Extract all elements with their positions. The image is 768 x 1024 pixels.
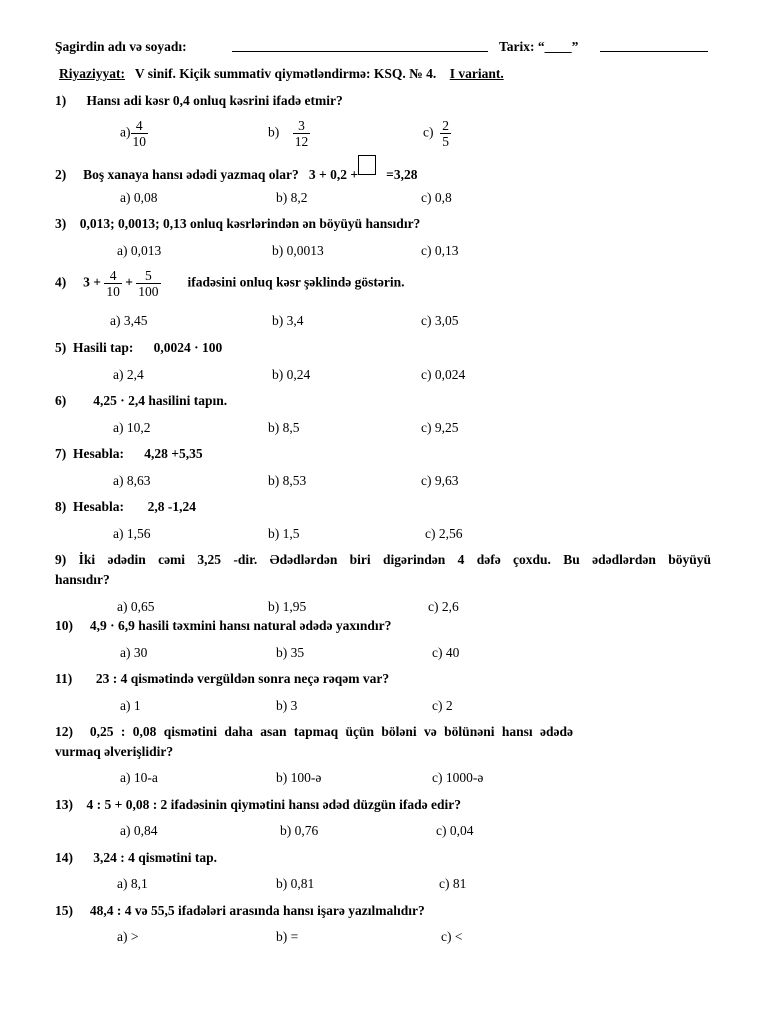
- question-number: 12): [55, 724, 73, 739]
- question-text: Boş xanaya hansı ədədi yazmaq olar?: [83, 167, 299, 182]
- expression: 3 + 0,2 +: [308, 167, 359, 182]
- question-text: 4 : 5 + 0,08 : 2 ifadəsinin qiymətini hansı ədəd düzgün ifadə edir?: [86, 797, 461, 812]
- option-a: a) 1: [120, 698, 141, 713]
- expression: 0,0024 · 100: [153, 340, 223, 355]
- question-4: 4) 3 + $\frac{4}{10}$ + $\frac{5}{100}$ ifadəsini onluq kəsr şəklində göstərin.: [55, 268, 405, 299]
- option-c: c) 0,024: [421, 367, 466, 382]
- option-b: b) =: [276, 929, 299, 944]
- question-number: 7): [55, 446, 67, 461]
- option-c: c) 1000-ə: [432, 770, 484, 785]
- question-11: [55, 671, 389, 687]
- option-a: a) 30: [120, 645, 148, 660]
- question-7: [55, 446, 203, 462]
- fraction: $\frac{3}{12}$: [294, 118, 309, 149]
- question-6: [55, 393, 227, 409]
- expression: 4,28 +5,35: [144, 446, 203, 461]
- question-number: 10): [55, 618, 73, 633]
- question-number: 6): [55, 393, 67, 408]
- question-number: 4): [55, 274, 67, 290]
- title-line: [59, 66, 504, 82]
- option-c: c) 2,6: [428, 599, 459, 614]
- option-c: c) 2: [432, 698, 453, 713]
- option-b: b) 0,81: [276, 876, 315, 891]
- variant-label: I variant.: [449, 66, 504, 81]
- question-8: [55, 499, 196, 515]
- student-name-label: Şagirdin adı və soyadı:: [55, 39, 187, 54]
- question-9-cont: hansıdır?: [55, 572, 110, 587]
- option-c: c) 81: [439, 876, 467, 891]
- option-b: b) 8,53: [268, 473, 307, 488]
- question-text: ifadəsini onluq kəsr şəklində göstərin.: [187, 274, 405, 290]
- question-text: İki ədədin cəmi 3,25 -dir. Ədədlərdən biri digərindən 4 dəfə çoxdu. Bu ədədlərdən böyüyü: [78, 552, 712, 567]
- option-b: b) 35: [276, 645, 305, 660]
- question-text: 0,25 : 0,08 qismətini daha asan tapmaq üçün böləni və bölünəni hansı ədədə: [89, 724, 573, 739]
- option-c: c) 9,25: [421, 420, 459, 435]
- option-a: a) >: [117, 929, 139, 944]
- option-c: c) 0,13: [421, 243, 459, 258]
- option-c: c) 2,56: [425, 526, 463, 541]
- answer-box[interactable]: [358, 155, 376, 175]
- question-number: 13): [55, 797, 73, 812]
- fraction: $\frac{5}{100}$: [138, 268, 159, 299]
- question-text: 0,013; 0,0013; 0,13 onluq kəsrlərindən ən böyüyü hansıdır?: [79, 216, 421, 231]
- option-b: b) 0,0013: [272, 243, 324, 258]
- question-number: 2): [55, 167, 67, 182]
- option-c: c) <: [441, 929, 463, 944]
- quiz-title: V sinif. Kiçik summativ qiymətləndirmə: KSQ. № 4.: [134, 66, 437, 81]
- question-text: 4,25 · 2,4 hasilini tapın.: [93, 393, 228, 408]
- fraction: $\frac{4}{10}$: [106, 268, 120, 299]
- option-b: b) 3,4: [272, 313, 304, 328]
- question-number: 1): [55, 93, 67, 108]
- subject-label: Riyaziyyat:: [59, 66, 125, 81]
- option-b: b) 8,2: [276, 190, 308, 205]
- option-b: b) 1,5: [268, 526, 300, 541]
- question-text: Hesabla:: [73, 446, 125, 461]
- option-c: c) 0,8: [421, 190, 452, 205]
- question-text: 3,24 : 4 qismətini tap.: [93, 850, 218, 865]
- question-13: [55, 797, 461, 813]
- question-number: 14): [55, 850, 73, 865]
- expression: 2,8 -1,24: [147, 499, 197, 514]
- option-b: b) 3: [276, 698, 298, 713]
- option-a: a) 0,65: [117, 599, 155, 614]
- option-b: b) 0,76: [280, 823, 319, 838]
- option-a: a) 8,63: [113, 473, 151, 488]
- fraction: $\frac{2}{5}$: [442, 118, 449, 149]
- expression: 3 +: [83, 274, 101, 290]
- option-a: a) 0,84: [120, 823, 158, 838]
- question-text: 23 : 4 qismətində vergüldən sonra neçə rəqəm var?: [95, 671, 390, 686]
- date-blank: [600, 39, 708, 56]
- date-label: Tarix: “____”: [499, 39, 579, 54]
- question-12-cont: vurmaq əlverişlidir?: [55, 744, 174, 759]
- option-a: a) $\frac{4}{10}$: [120, 118, 146, 149]
- option-a: a) 10,2: [113, 420, 151, 435]
- option-c: c) 0,04: [436, 823, 474, 838]
- question-9: [55, 552, 711, 568]
- question-text: Hasili tap:: [73, 340, 134, 355]
- question-text: Hansı adi kəsr 0,4 onluq kəsrini ifadə etmir?: [86, 93, 343, 108]
- question-14: [55, 850, 217, 866]
- option-c: c) 3,05: [421, 313, 459, 328]
- question-text: Hesabla:: [73, 499, 125, 514]
- question-number: 9): [55, 552, 67, 567]
- option-a: a) 2,4: [113, 367, 144, 382]
- question-number: 3): [55, 216, 67, 231]
- option-c: c) 40: [432, 645, 460, 660]
- student-name-blank: [232, 39, 488, 56]
- question-2: [55, 163, 418, 183]
- question-12: [55, 724, 573, 740]
- option-a: a) 10-a: [120, 770, 158, 785]
- question-text: 48,4 : 4 və 55,5 ifadələri arasında hansı işarə yazılmalıdır?: [89, 903, 425, 918]
- option-c: c) 9,63: [421, 473, 459, 488]
- question-15: [55, 903, 425, 919]
- question-text: 4,9 · 6,9 hasili təxmini hansı natural ədədə yaxındır?: [89, 618, 392, 633]
- option-a: a) 1,56: [113, 526, 151, 541]
- question-5: [55, 340, 222, 356]
- question-number: 11): [55, 671, 73, 686]
- option-a: a) 0,08: [120, 190, 158, 205]
- option-b: b) 1,95: [268, 599, 307, 614]
- option-b: b) 100-ə: [276, 770, 322, 785]
- question-1: [55, 93, 343, 109]
- question-number: 5): [55, 340, 67, 355]
- fraction: $\frac{4}{10}$: [132, 118, 146, 149]
- option-a: a) 3,45: [110, 313, 148, 328]
- option-a: a) 0,013: [117, 243, 162, 258]
- expression-result: =3,28: [386, 167, 418, 182]
- option-c: c) $\frac{2}{5}$: [423, 118, 449, 149]
- question-number: 8): [55, 499, 67, 514]
- option-a: a) 8,1: [117, 876, 148, 891]
- option-b: b) 8,5: [268, 420, 300, 435]
- question-10: [55, 618, 391, 634]
- question-number: 15): [55, 903, 73, 918]
- option-b: b) $\frac{3}{12}$: [268, 118, 309, 149]
- question-3: [55, 216, 420, 232]
- option-b: b) 0,24: [272, 367, 311, 382]
